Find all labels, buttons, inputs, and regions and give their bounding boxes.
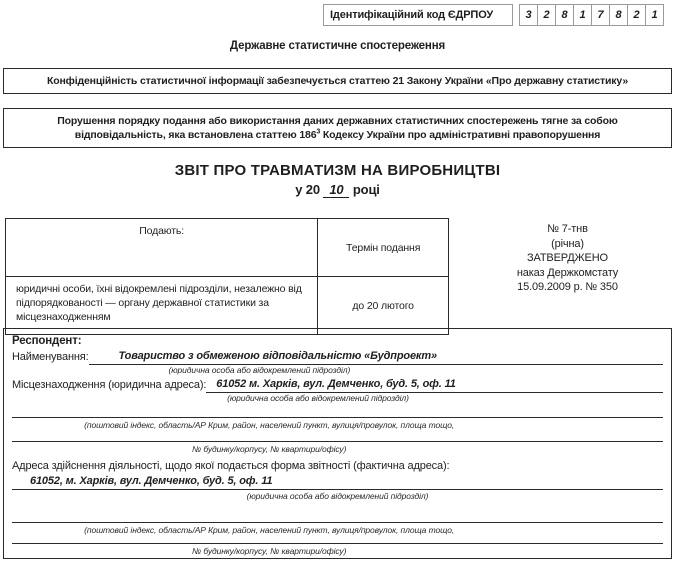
respondent-section	[3, 328, 672, 559]
violation-superscript: 3	[316, 128, 321, 136]
report-year-line	[0, 182, 675, 198]
violation-notice-text	[33, 114, 643, 142]
activity-address-input-field[interactable]	[12, 474, 663, 490]
legal-address-input-field[interactable]	[206, 377, 663, 393]
year-input-field[interactable]: 10	[323, 183, 349, 198]
building-input-line[interactable]	[12, 433, 663, 442]
name-input-field[interactable]	[89, 349, 663, 365]
building-input-line-2[interactable]	[12, 537, 663, 544]
submitters-value: юридичні особи, їхні відокремлені підрозділи, незалежно від підпорядкованості — органу державної статистики за місцезнаходженням	[6, 277, 318, 335]
approval-word: ЗАТВЕРДЖЕНО	[527, 252, 608, 264]
edrpou-digit-cells	[519, 4, 664, 26]
confidentiality-notice-box	[3, 68, 672, 94]
edrpou-digit-cell[interactable]: 7	[591, 4, 610, 26]
legal-address-row	[12, 377, 663, 393]
edrpou-digit-cell[interactable]: 1	[573, 4, 592, 26]
edrpou-digit-cell[interactable]: 1	[645, 4, 664, 26]
activity-address-value: 61052, м. Харків, вул. Демченко, буд. 5, оф. 11	[30, 475, 273, 487]
edrpou-label: Ідентифікаційний код ЄДРПОУ	[323, 4, 513, 26]
edrpou-digit-cell[interactable]: 2	[537, 4, 556, 26]
approval-order: наказ Держкомстату	[516, 266, 619, 279]
submission-table-body-row	[6, 277, 449, 335]
observation-title: Державне статистичне спостереження	[229, 40, 446, 52]
name-row	[12, 349, 663, 365]
name-value: Товариство з обмеженою відповідальністю «Будпроект»	[118, 350, 437, 362]
approval-date-number: 15.09.2009 р. № 350	[517, 281, 618, 293]
edrpou-digit-cell[interactable]: 8	[609, 4, 628, 26]
activity-address-caption: (юридична особа або відокремлений підрозділ)	[246, 491, 429, 501]
form-periodicity: (річна)	[551, 237, 584, 250]
form-number: № 7-тнв	[547, 223, 588, 235]
deadline-header: Термін подання	[318, 219, 449, 277]
year-prefix: у 20	[295, 182, 320, 197]
postal-caption-2: (поштовий індекс, область/АР Крим, район, населений пункт, вулиця/провулок, площа тощо,	[84, 525, 455, 535]
form-approval-block	[465, 222, 670, 295]
respondent-title: Респондент:	[12, 335, 82, 347]
postal-input-line-2[interactable]	[12, 514, 663, 523]
violation-text-part1: Порушення порядку подання або використання даних державних статистичних спостережень тягне за собою відповідальність, яка встановлена статтею 186	[57, 115, 618, 141]
postal-input-line[interactable]	[12, 409, 663, 418]
building-caption-2: № будинку/корпусу, № квартири/офісу)	[191, 546, 347, 556]
legal-address-caption: (юридична особа або відокремлений підрозділ)	[227, 393, 409, 403]
submitters-header: Подають:	[6, 219, 318, 277]
activity-address-label: Адреса здійснення діяльності, щодо якої подається форма звітності (фактична адреса):	[12, 460, 450, 472]
name-label: Найменування:	[12, 351, 89, 363]
year-suffix: році	[352, 182, 380, 197]
edrpou-digit-cell[interactable]: 3	[519, 4, 538, 26]
violation-notice-box	[3, 108, 672, 148]
building-caption: № будинку/корпусу, № квартири/офісу)	[191, 444, 347, 454]
violation-text-part2: Кодексу України про адміністративні правопорушення	[320, 129, 601, 141]
confidentiality-notice-text: Конфіденційність статистичної інформації забезпечується статтею 21 Закону України «Про державну статистику»	[46, 75, 629, 87]
submission-table	[5, 218, 449, 335]
activity-address-row	[12, 474, 663, 490]
legal-address-value: 61052 м. Харків, вул. Демченко, буд. 5, оф. 11	[216, 378, 456, 390]
deadline-value: до 20 лютого	[318, 277, 449, 335]
edrpou-digit-cell[interactable]: 2	[627, 4, 646, 26]
postal-caption: (поштовий індекс, область/АР Крим, район, населений пункт, вулиця/провулок, площа тощо,	[84, 420, 455, 430]
report-title: ЗВІТ ПРО ТРАВМАТИЗМ НА ВИРОБНИЦТВІ	[174, 162, 501, 179]
legal-address-label: Місцезнаходження (юридична адреса):	[12, 379, 207, 391]
edrpou-code-row	[323, 4, 664, 26]
name-caption: (юридична особа або відокремлений підрозділ)	[168, 365, 351, 375]
edrpou-digit-cell[interactable]: 8	[555, 4, 574, 26]
submission-table-header-row	[6, 219, 449, 277]
